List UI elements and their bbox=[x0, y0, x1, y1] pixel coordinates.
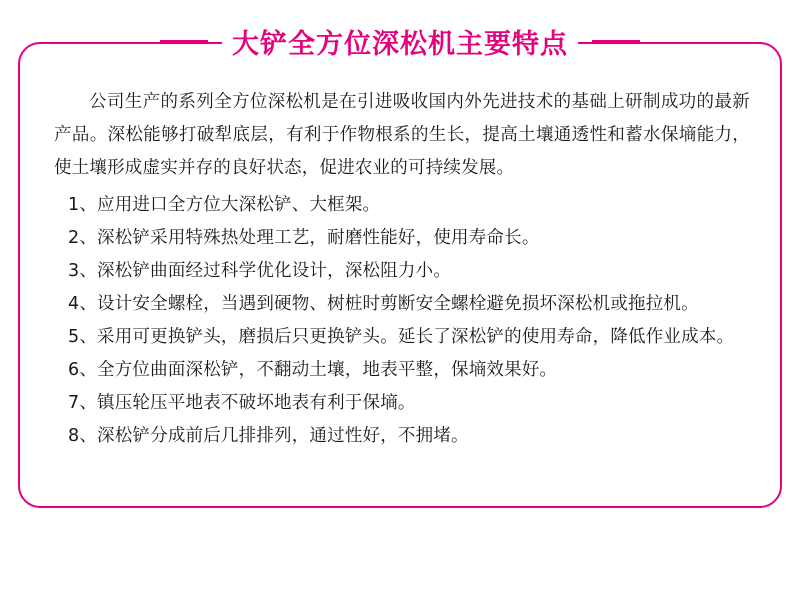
feature-list bbox=[54, 189, 750, 453]
list-item: 3、深松铲曲面经过科学优化设计，深松阻力小。 bbox=[68, 261, 452, 281]
document-body bbox=[54, 86, 750, 453]
intro-paragraph: 公司生产的系列全方位深松机是在引进吸收国内外先进技术的基础上研制成功的最新产品。深松能够打破犁底层，有利于作物根系的生长，提高土壤通透性和蓄水保墒能力，使土壤形成虚实并存的良好状态，促进农业的可持续发展。 bbox=[54, 92, 750, 178]
list-item: 2、深松铲采用特殊热处理工艺，耐磨性能好，使用寿命长。 bbox=[68, 228, 540, 248]
list-item: 7、镇压轮压平地表不破坏地表有利于保墒。 bbox=[68, 393, 416, 413]
list-item: 6、全方位曲面深松铲，不翻动土壤，地表平整，保墒效果好。 bbox=[68, 360, 558, 380]
list-item: 1、应用进口全方位大深松铲、大框架。 bbox=[68, 195, 381, 215]
list-item: 5、采用可更换铲头，磨损后只更换铲头。延长了深松铲的使用寿命，降低作业成本。 bbox=[68, 327, 735, 347]
title-block bbox=[20, 22, 780, 61]
title-rule-right bbox=[592, 40, 640, 43]
list-item: 8、深松铲分成前后几排排列，通过性好，不拥堵。 bbox=[68, 426, 469, 446]
title-rule-left bbox=[160, 40, 208, 43]
page-title: 大铲全方位深松机主要特点 bbox=[222, 22, 578, 61]
list-item: 4、设计安全螺栓，当遇到硬物、树桩时剪断安全螺栓避免损坏深松机或拖拉机。 bbox=[68, 294, 699, 314]
content-frame bbox=[18, 29, 782, 508]
